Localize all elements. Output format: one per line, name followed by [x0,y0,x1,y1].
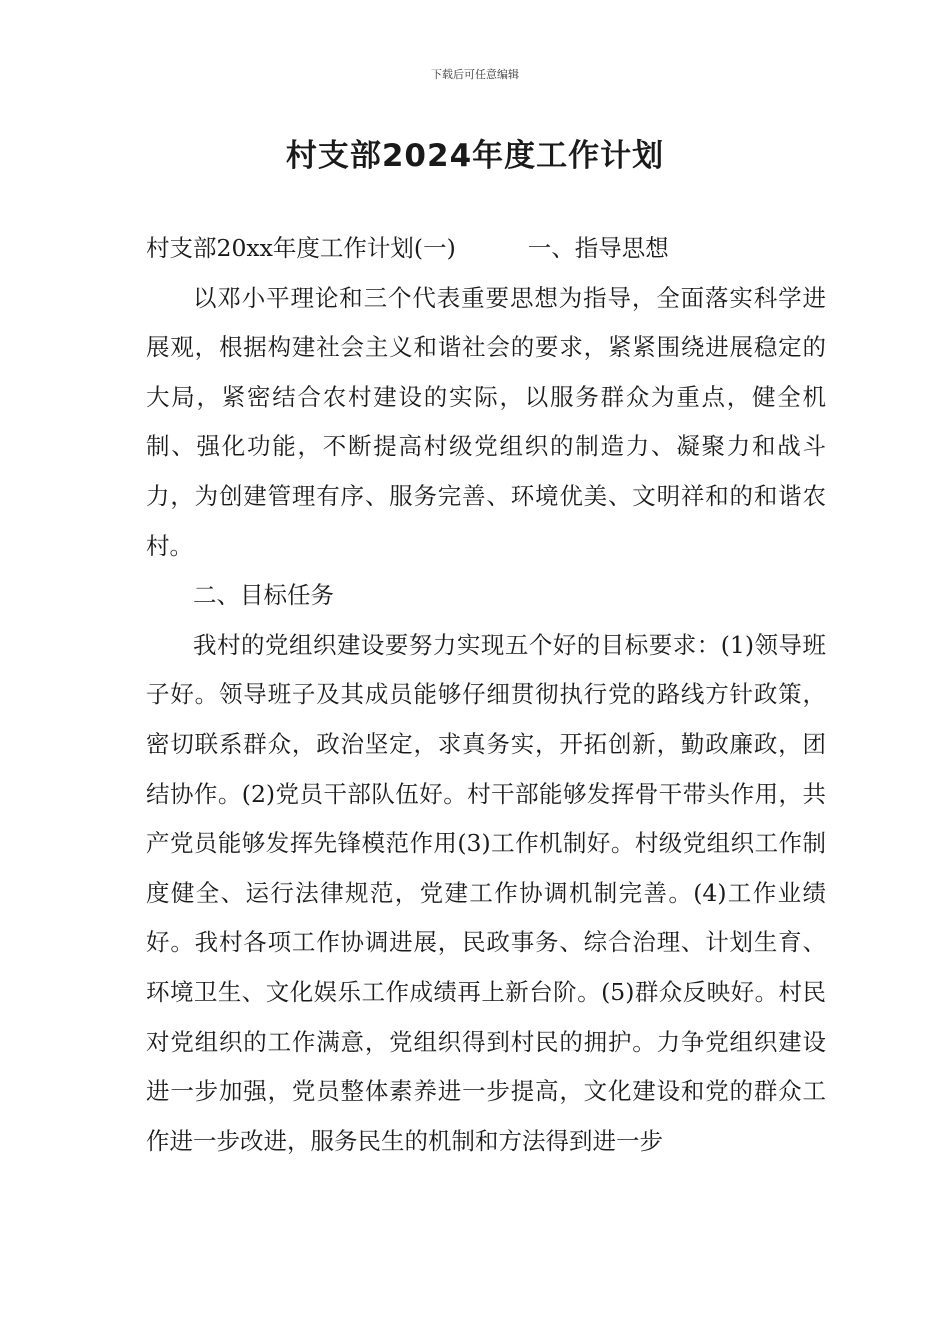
paragraph-goals: 我村的党组织建设要努力实现五个好的目标要求：(1)领导班子好。领导班子及其成员能够仔细贯彻执行党的路线方针政策，密切联系群众，政治坚定，求真务实，开拓创新，勤政廉政，团结协作。(2)党员干部队伍好。村干部能够发挥骨干带头作用，共产党员能够发挥先锋模范作用(3)工作机制好。村级党组织工作制度健全、运行法律规范，党建工作协调机制完善。(4)工作业绩好。我村各项工作协调进展，民政事务、综合治理、计划生育、环境卫生、文化娱乐工作成绩再上新台阶。(5)群众反映好。村民对党组织的工作满意，党组织得到村民的拥护。力争党组织建设进一步加强，党员整体素养进一步提高，文化建设和党的群众工作进一步改进，服务民生的机制和方法得到进一步 [146,630,826,1155]
section-heading-goals: 二、目标任务 [193,581,334,610]
document-title: 村支部2024年度工作计划 [285,138,665,174]
section-heading-guiding-thought: 一、指导思想 [527,234,669,262]
paragraph-guiding-thought: 以邓小平理论和三个代表重要思想为指导，全面落实科学进展观，根据构建社会主义和谐社会的要求，紧紧围绕进展稳定的大局，紧密结合农村建设的实际，以服务群众为重点，健全机制、强化功能，不断提高村级党组织的制造力、凝聚力和战斗力，为创建管理有序、服务完善、环境优美、文明祥和的和谐农村。 [146,283,826,560]
document-subtitle: 村支部20xx年度工作计划(一) [146,234,456,262]
document-body [146,224,826,1166]
header-note: 下载后可任意编辑 [431,68,519,81]
subtitle-line [146,224,826,274]
